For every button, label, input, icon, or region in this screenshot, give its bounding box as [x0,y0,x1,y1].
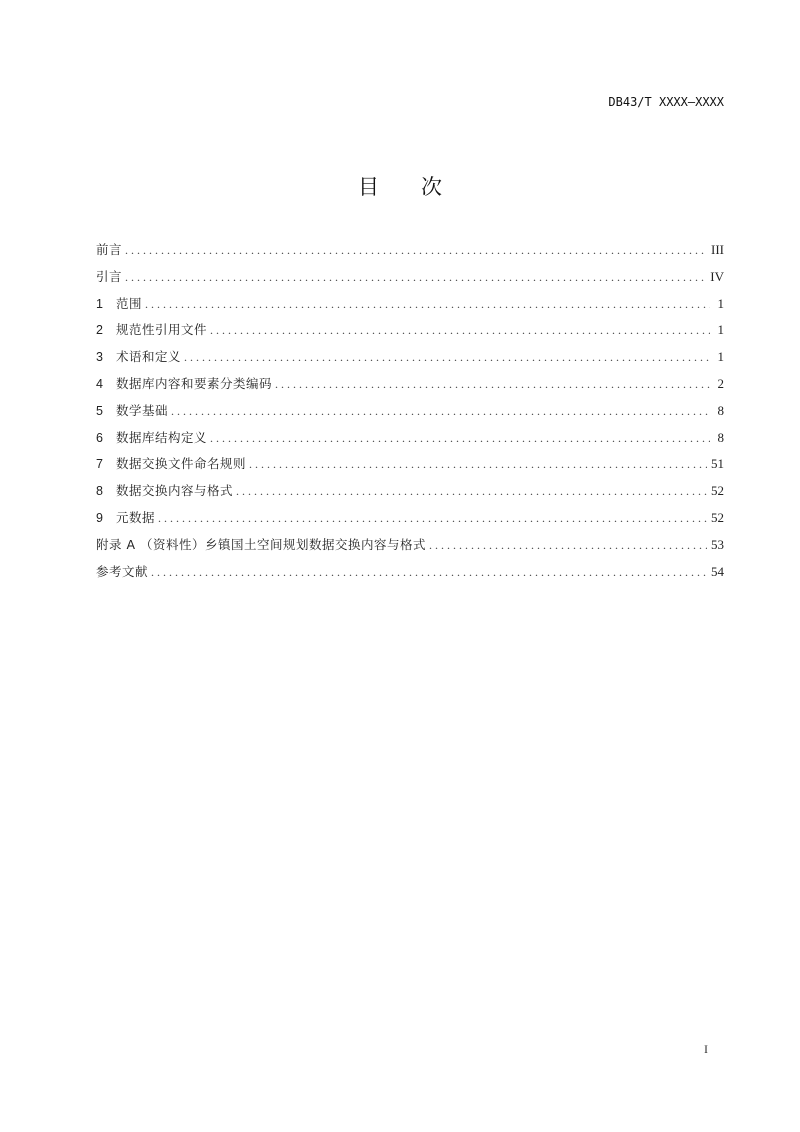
toc-leader-dots [184,350,710,365]
toc-label: 参考文献 [96,563,149,579]
toc-page-number: IV [710,268,724,284]
toc-leader-dots [275,377,710,392]
toc-label: 数据交换文件命名规则 [116,456,247,472]
toc-entry-appendix-a[interactable] [96,535,724,562]
toc-section-number: 4 [96,376,103,391]
toc-section-number: 7 [96,457,103,472]
toc-leader-dots [158,511,707,526]
toc-section-number: 9 [96,510,103,525]
toc-section-number: 8 [96,484,103,499]
toc-page-number: 8 [717,429,724,445]
title-char-2: 次 [421,175,442,199]
toc-label: 术语和定义 [116,349,182,365]
toc-label: 数据交换内容与格式 [116,483,234,499]
toc-leader-dots [125,270,706,285]
toc-entry-9[interactable] [96,508,724,535]
toc-page-number: 52 [711,509,724,525]
toc-leader-dots [171,404,710,419]
title-char-1: 目 [358,175,379,199]
toc-page-number: 54 [711,563,724,579]
document-code: DB43/T XXXX—XXXX [608,95,724,109]
toc-section-number: 6 [96,430,103,445]
toc-label: 范围 [116,295,143,311]
toc-page-number: 1 [717,295,724,311]
toc-label: 附录 A （资料性）乡镇国土空间规划数据交换内容与格式 [96,536,426,552]
toc-entry-3[interactable] [96,347,724,374]
toc-leader-dots [151,565,707,580]
toc-label: 规范性引用文件 [116,322,208,338]
toc-page-number: 52 [711,483,724,499]
toc-label: 数据库结构定义 [116,429,208,445]
toc-label: 前言 [96,242,123,257]
toc-label: 数学基础 [116,402,169,418]
toc-entry-4[interactable] [96,374,724,401]
toc-page-number: 2 [717,375,724,391]
toc-page-number: 51 [711,456,724,472]
toc-entry-5[interactable] [96,401,724,428]
toc-entry-1[interactable] [96,294,724,321]
toc-section-number: 3 [96,350,103,365]
toc-page-number: 1 [717,322,724,338]
toc-leader-dots [125,243,707,258]
page-title [0,171,800,201]
toc-page-number: 8 [717,402,724,418]
toc-entry-bibliography[interactable] [96,562,724,589]
toc-label: 元数据 [116,509,156,525]
toc-entry-7[interactable] [96,454,724,481]
toc-page-number: III [711,242,724,257]
toc-entry-6[interactable] [96,428,724,455]
toc-leader-dots [236,484,707,499]
toc-page-number: 1 [717,349,724,365]
toc-section-number: 5 [96,403,103,418]
toc-entry-2[interactable] [96,320,724,347]
toc-leader-dots [210,323,710,338]
toc-leader-dots [249,457,707,472]
toc-leader-dots [145,297,710,312]
toc-page-number: 53 [711,536,724,552]
toc-label: 引言 [96,268,123,284]
toc-section-number: 1 [96,296,103,311]
toc-entry-introduction[interactable] [96,267,724,294]
toc-leader-dots [429,538,707,553]
toc-entry-8[interactable] [96,481,724,508]
footer-page-number: I [704,1042,708,1056]
toc-label: 数据库内容和要素分类编码 [116,375,273,391]
toc-section-number: 2 [96,323,103,338]
toc-leader-dots [210,431,710,446]
table-of-contents [96,240,724,588]
toc-entry-foreword[interactable] [96,240,724,267]
